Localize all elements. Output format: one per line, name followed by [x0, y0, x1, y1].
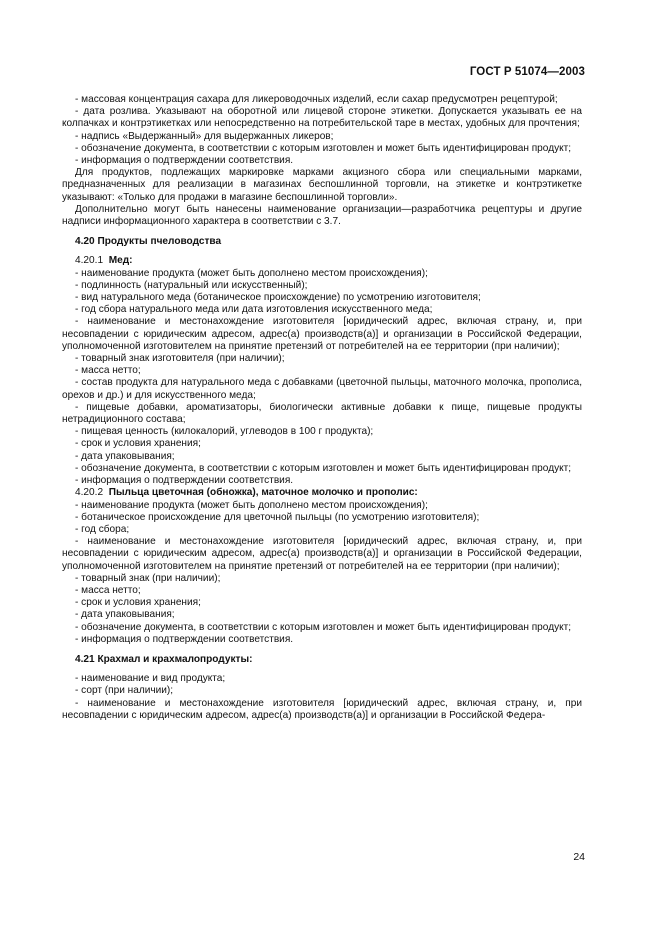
list-item: - наименование и вид продукта; — [75, 673, 226, 685]
list-item: - информация о подтверждении соответствия. — [75, 475, 294, 487]
paragraph: - информация о подтверждении соответствия. — [75, 155, 294, 167]
list-item: - состав продукта для натурального меда с добавками (цветочной пыльцы, маточного молочка, прополиса, орехов и др.) и для искусственного меда; — [62, 377, 582, 401]
list-item: - наименование и местонахождение изготовителя [юридический адрес, включая страну, и, при несовпадении с юридическим адресом, адрес(а) производств(а)] и организации в Российской Федерации, уполномоченной изготовителем на принятие претензий от потребителей на ее территории (при наличии); — [62, 536, 582, 572]
list-item: - наименование и местонахождение изготовителя [юридический адрес, включая страну, и, при несовпадении с юридическим адресом, адрес(а) производств(а)] и организации в Российской Федера- — [62, 697, 582, 721]
paragraph: - массовая концентрация сахара для ликероводочных изделий, если сахар предусмотрен рецептурой; — [75, 94, 558, 105]
subsection-number: 4.20.1 — [75, 255, 104, 267]
list-item: - год сбора; — [75, 523, 130, 535]
list-item: - сорт (при наличии); — [75, 685, 174, 697]
list-item: - год сбора натурального меда или дата изготовления искусственного меда; — [75, 304, 433, 316]
list-item: - ботаническое происхождение для цветочной пыльцы (по усмотрению изготовителя); — [75, 511, 480, 523]
subsection-heading-4-20-1 — [62, 255, 582, 267]
list-item: - подлинность (натуральный или искусственный); — [75, 279, 308, 291]
list-item: - дата упаковывания; — [75, 450, 175, 462]
section-heading-4-21: 4.21 Крахмал и крахмалопродукты: — [75, 653, 253, 665]
list-item: - вид натурального меда (ботаническое происхождение) по усмотрению изготовителя; — [75, 292, 481, 304]
list-item: - масса нетто; — [75, 365, 141, 377]
list-item: - наименование продукта (может быть дополнено местом происхождения); — [75, 499, 428, 511]
document-id: ГОСТ Р 51074—2003 — [469, 66, 585, 78]
document-body — [62, 94, 582, 722]
list-item: - наименование продукта (может быть дополнено местом происхождения); — [75, 267, 428, 279]
list-item: - дата упаковывания; — [75, 609, 175, 621]
section-heading-4-20: 4.20 Продукты пчеловодства — [75, 236, 222, 248]
list-item: - срок и условия хранения; — [75, 438, 201, 450]
paragraph: Для продуктов, подлежащих маркировке марками акцизного сбора или специальными марками, предназначенных для реализации в магазинах беспошлинной торговли, на этикетке и контрэтикетке указывают: «Только для продажи в магазине беспошлинной торговли». — [62, 167, 582, 203]
list-item: - обозначение документа, в соответствии с которым изготовлен и может быть идентифицирован продукт; — [75, 462, 572, 474]
paragraph: - обозначение документа, в соответствии с которым изготовлен и может быть идентифицирован продукт; — [75, 142, 572, 154]
paragraph: Дополнительно могут быть нанесены наименование организации—разработчика рецептуры и другие надписи информационного характера в соответствии с 3.7. — [62, 203, 582, 228]
list-item: - товарный знак (при наличии); — [75, 572, 221, 584]
list-item: - пищевая ценность (килокалорий, углеводов в 100 г продукта); — [75, 426, 374, 438]
list-item: - товарный знак изготовителя (при наличии); — [75, 353, 285, 365]
list-item: - информация о подтверждении соответствия. — [75, 633, 294, 645]
subsection-title: Пыльца цветочная (обножка), маточное молочко и прополис: — [108, 487, 418, 499]
intro-block — [62, 94, 582, 228]
list-item: - масса нетто; — [75, 584, 141, 596]
list-item: - обозначение документа, в соответствии с которым изготовлен и может быть идентифицирован продукт; — [75, 621, 572, 633]
subsection-title: Мед: — [108, 255, 133, 267]
page-number: 24 — [573, 851, 585, 863]
list-item: - пищевые добавки, ароматизаторы, биологически активные добавки к пище, пищевые продукты нетрадиционного состава; — [62, 401, 582, 426]
subsection-heading-4-20-2 — [62, 487, 582, 499]
list-4-20-2 — [62, 500, 582, 646]
subsection-number: 4.20.2 — [75, 487, 104, 499]
list-item: - наименование и местонахождение изготовителя [юридический адрес, включая страну, и, при несовпадении с юридическим адресом, адрес(а) производств(а)] и организации в Российской Федерации, уполномоченной изготовителем на принятие претензий от потребителей на ее территории (при наличии); — [62, 316, 582, 352]
list-4-21 — [62, 673, 582, 722]
list-4-20-1 — [62, 268, 582, 488]
paragraph: - дата розлива. Указывают на оборотной или лицевой стороне этикетки. Допускается указывать ее на колпачках и контрэтикетках или непосредственно на потребительской таре в местах, удобных для прочтения; — [62, 106, 582, 130]
paragraph: - надпись «Выдержанный» для выдержанных ликеров; — [75, 130, 334, 142]
list-item: - срок и условия хранения; — [75, 597, 201, 609]
